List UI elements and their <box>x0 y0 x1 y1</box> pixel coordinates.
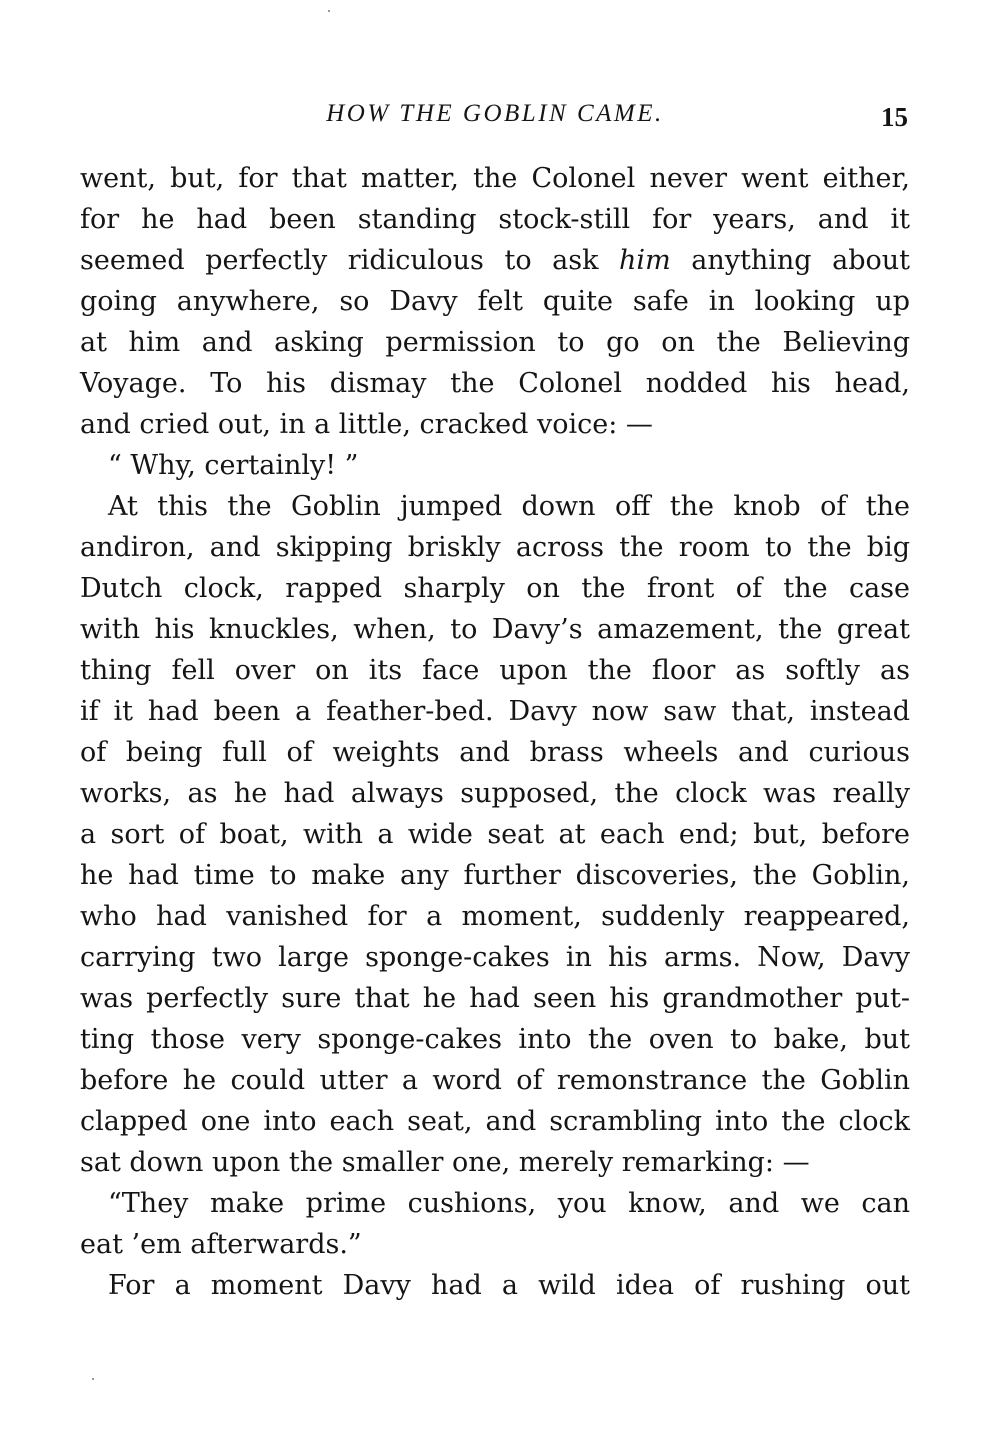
text-line: At this the Goblin jumped down off the knob of the <box>108 491 910 522</box>
text-line: and cried out, in a little, cracked voice: — <box>80 409 653 440</box>
text-line: andiron, and skipping briskly across the room to the big <box>80 532 910 563</box>
text-line: Dutch clock, rapped sharply on the front of the case <box>80 573 910 604</box>
text-line: carrying two large sponge-cakes in his arms. Now, Davy <box>80 942 910 973</box>
text-line: at him and asking permission to go on the Believing <box>80 327 910 358</box>
body-text <box>80 158 910 1306</box>
running-header <box>80 100 910 134</box>
text-line: a sort of boat, with a wide seat at each end; but, before <box>80 819 910 850</box>
text-line: he had time to make any further discoveries, the Goblin, <box>80 860 910 891</box>
text-line: thing fell over on its face upon the floor as softly as <box>80 655 910 686</box>
text-line: with his knuckles, when, to Davy’s amazement, the great <box>80 614 910 645</box>
text-line: sat down upon the smaller one, merely remarking: — <box>80 1147 810 1178</box>
page-speck <box>328 10 330 12</box>
text-line: of being full of weights and brass wheels and curious <box>80 737 910 768</box>
text-segment: anything about <box>691 245 910 276</box>
text-line: “They make prime cushions, you know, and we can <box>108 1188 910 1219</box>
text-segment: seemed perfectly ridiculous to ask <box>80 245 599 276</box>
text-line: For a moment Davy had a wild idea of rushing out <box>108 1270 910 1301</box>
text-line: eat ’em afterwards.” <box>80 1229 362 1260</box>
text-line: went, but, for that matter, the Colonel never went either, <box>80 163 910 194</box>
text-line: clapped one into each seat, and scrambling into the clock <box>80 1106 910 1137</box>
page-speck <box>92 1378 94 1380</box>
emphasis-word: him <box>619 245 671 276</box>
text-line: for he had been standing stock-still for years, and it <box>80 204 910 235</box>
page-number: 15 <box>881 102 908 132</box>
text-line: “ Why, certainly! ” <box>108 450 359 481</box>
text-line: if it had been a feather-bed. Davy now saw that, instead <box>80 696 910 727</box>
running-title: HOW THE GOBLIN CAME. <box>326 100 664 127</box>
text-line: was perfectly sure that he had seen his grandmother put- <box>80 983 910 1014</box>
text-line: Voyage. To his dismay the Colonel nodded his head, <box>80 368 910 399</box>
text-line: ting those very sponge-cakes into the oven to bake, but <box>80 1024 910 1055</box>
text-line: works, as he had always supposed, the clock was really <box>80 778 910 809</box>
text-line: going anywhere, so Davy felt quite safe in looking up <box>80 286 910 317</box>
text-line: before he could utter a word of remonstrance the Goblin <box>80 1065 910 1096</box>
text-line: who had vanished for a moment, suddenly reappeared, <box>80 901 910 932</box>
text-line <box>80 240 910 281</box>
